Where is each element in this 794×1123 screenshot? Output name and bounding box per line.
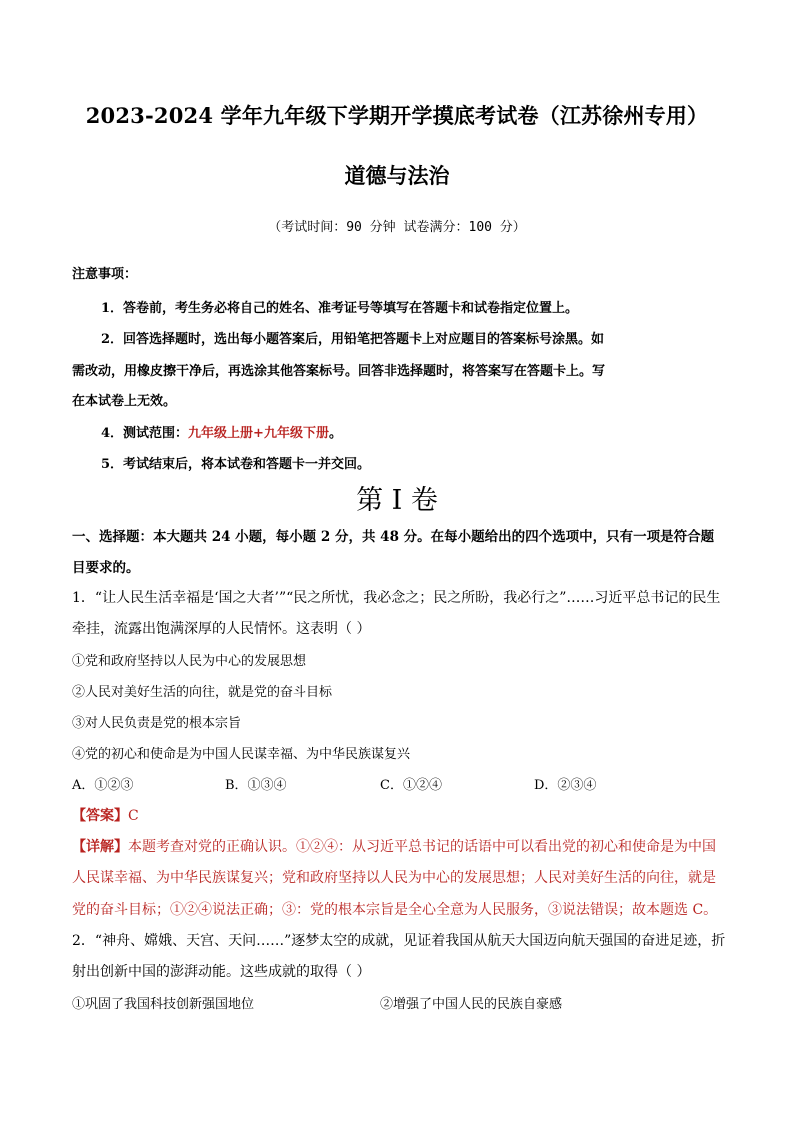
exam-title: 2023-2024 学年九年级下学期开学摸底考试卷（江苏徐州专用） xyxy=(85,103,709,128)
notice-line-5: 5．考试结束后，将本试卷和答题卡一并交回。 xyxy=(101,457,371,472)
q1-answer xyxy=(72,805,139,825)
q1-item-4: ④党的初心和使命是为中国人民谋幸福、为中华民族谋复兴 xyxy=(72,747,411,762)
q1-item-3: ③对人民负责是党的根本宗旨 xyxy=(72,716,242,731)
q1-stem-b: 牵挂，流露出饱满深厚的人民情怀。这表明（ ） xyxy=(72,621,371,637)
section-title: 第 I 卷 xyxy=(356,485,438,516)
exam-info: （考试时间：90 分钟 试卷满分：100 分） xyxy=(268,220,526,235)
part-one-heading-a: 一、选择题：本大题共 24 小题，每小题 2 分，共 48 分。在每小题给出的四个选项中，只有一项是符合题 xyxy=(72,529,715,545)
detail-label: 【详解】 xyxy=(72,839,128,855)
notice-line-2a: 2．回答选择题时，选出每小题答案后，用铅笔把答题卡上对应题目的答案标号涂黑。如 xyxy=(101,332,605,347)
q1-option-d: D．②③④ xyxy=(534,778,597,793)
q2-stem-a: 2．“神舟、嫦娥、天宫、天问……”逐梦太空的成就，见证着我国从航天大国迈向航天强国的奋进足迹，折 xyxy=(72,933,726,949)
q1-option-b: B．①③④ xyxy=(225,778,287,793)
q1-stem-a: 1．“让人民生活幸福是‘国之大者’”“民之所忧，我必念之；民之所盼，我必行之”……习近平总书记的民生 xyxy=(72,590,721,606)
q1-detail-c: 党的奋斗目标；①②④说法正确；③：党的根本宗旨是全心全意为人民服务，③说法错误；故本题选 C。 xyxy=(72,902,718,918)
q1-option-c: C．①②④ xyxy=(380,778,442,793)
notice-heading: 注意事项： xyxy=(72,267,138,282)
detail-text-a: 本题考查对党的正确认识。①②④：从习近平总书记的话语中可以看出党的初心和使命是为中国 xyxy=(128,839,716,855)
q2-item-1: ①巩固了我国科技创新强国地位 xyxy=(72,997,255,1012)
answer-label: 【答案】 xyxy=(72,808,128,824)
subject-title: 道德与法治 xyxy=(344,163,450,188)
notice-line-2c: 在本试卷上无效。 xyxy=(72,394,177,409)
answer-value: C xyxy=(128,808,139,824)
notice-line-4-suffix: 。 xyxy=(328,426,342,441)
notice-line-4 xyxy=(101,422,342,441)
q2-stem-b: 射出创新中国的澎湃动能。这些成就的取得（ ） xyxy=(72,964,371,980)
q1-item-1: ①党和政府坚持以人民为中心的发展思想 xyxy=(72,654,307,669)
test-range: 九年级上册+九年级下册 xyxy=(188,426,329,441)
notice-line-4-prefix: 4．测试范围： xyxy=(101,426,189,441)
notice-line-1: 1．答卷前，考生务必将自己的姓名、准考证号等填写在答题卡和试卷指定位置上。 xyxy=(101,301,579,316)
notice-line-2b: 需改动，用橡皮擦干净后，再选涂其他答案标号。回答非选择题时，将答案写在答题卡上。写 xyxy=(72,364,606,379)
q1-item-2: ②人民对美好生活的向往，就是党的奋斗目标 xyxy=(72,685,333,700)
q1-detail-b: 人民谋幸福、为中华民族谋复兴；党和政府坚持以人民为中心的发展思想；人民对美好生活的向往，就是 xyxy=(72,870,716,886)
q2-item-2: ②增强了中国人民的民族自豪感 xyxy=(380,997,563,1012)
q1-detail-a xyxy=(72,836,716,856)
q1-option-a: A．①②③ xyxy=(72,778,134,793)
part-one-heading-b: 目要求的。 xyxy=(72,560,140,576)
